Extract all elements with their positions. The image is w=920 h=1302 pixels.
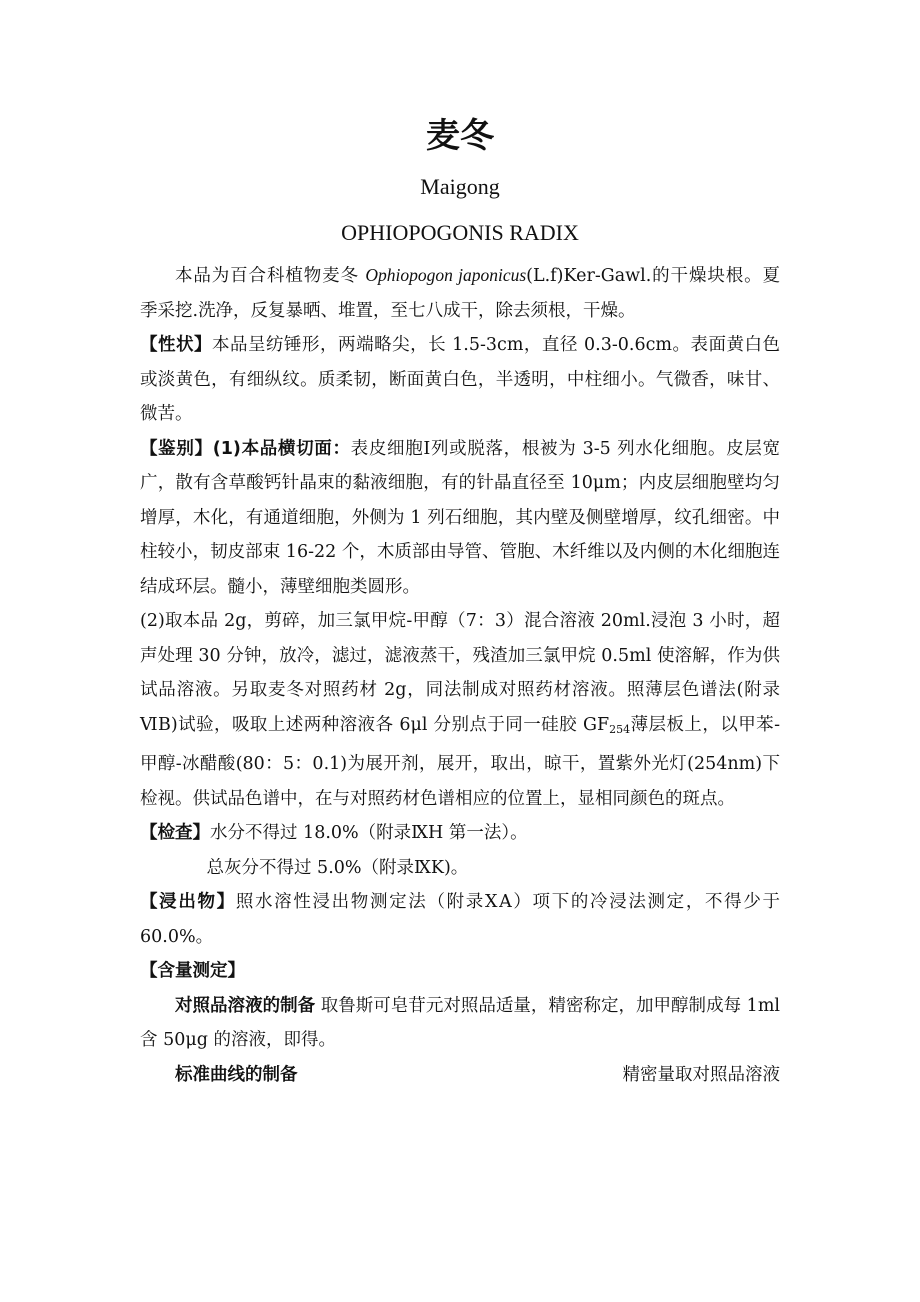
assay-section [140,954,780,989]
characters-text: 本品呈纺锤形，两端略尖，长 1.5-3cm，直径 0.3-0.6cm。表面黄白色或淡黄色，有细纵纹。质柔韧，断面黄白色，半透明，中柱细小。气微香，味甘、微苦。 [140,335,781,424]
identification-item2 [140,604,780,816]
assay-curve-text: 精密量取对照品溶液 [622,1064,780,1085]
examination-ash: 总灰分不得过 5.0%（附录ⅨK)。 [206,857,469,878]
page-title: 麦冬 [426,116,494,156]
pinyin-name: Maigong [420,174,500,199]
assay-curve-line [140,1058,780,1093]
extractives-section [140,885,780,954]
intro-post: (L.f)Ker-Gawl.的干燥块根。夏季采挖.洗净，反复暴晒、堆置，至七八成干，除去须根，干燥。 [140,266,781,321]
silica-gel-subscript: 254 [609,722,631,736]
intro-pre: 本品为百合科植物麦冬 [175,266,366,286]
identification-item2-post: 薄层板上，以甲苯-甲醇-冰醋酸(80：5：0.1)为展开剂，展开，取出，晾干，置紫外光灯(254nm)下检视。供试品色谱中，在与对照药材色谱相应的位置上，显相同颜色的斑点。 [140,714,780,809]
extractives-text: 照水溶性浸出物测定法（附录ⅩA）项下的冷浸法测定，不得少于 60.0%。 [140,892,780,947]
intro-paragraph [140,258,780,328]
assay-ref-text: 取鲁斯可皂苷元对照品适量，精密称定，加甲醇制成每 1ml 含 50μg 的溶液，即得。 [140,995,781,1050]
characters-section [140,328,780,432]
assay-ref-label: 对照品溶液的制备 [175,995,316,1016]
identification-section [140,432,780,605]
identification-heading: 【鉴别】 [140,438,213,459]
latin-name: OPHIOPOGONIS RADIX [341,220,579,245]
examination-water: 水分不得过 18.0%（附录ⅨH 第一法）。 [210,823,528,843]
species-name: Ophiopogon japonicus [365,265,527,285]
examination-heading: 【检查】 [140,823,210,843]
assay-reference-solution [140,989,780,1058]
characters-heading: 【性状】 [140,335,213,355]
identification-item1-text: 表皮细胞Ⅰ列或脱落，根被为 3-5 列水化细胞。皮层宽广，散有含草酸钙针晶束的黏液细胞，有的针晶直径至 10μm；内皮层细胞壁均匀增厚，木化，有通道细胞，外侧为 1 列石细胞，其内壁及侧壁增厚，纹孔细密。中柱较小，韧皮部束 16-22 个，木质部由导管、管胞、木纤维以及内侧的木化细胞连结成环层。髓小，薄壁细胞类圆形。 [140,438,780,597]
identification-item2-pre: (2)取本品 2g，剪碎，加三氯甲烷-甲醇（7：3）混合溶液 20ml.浸泡 3 小时，超声处理 30 分钟，放冷，滤过，滤液蒸干，残渣加三氯甲烷 0.5ml 使溶解，作为供试品溶液。另取麦冬对照药材 2g，同法制成对照药材溶液。照薄层色谱法(附录ⅥB)试验，吸取上述两种溶液各 6μl 分别点于同一硅胶 GF [140,611,780,735]
monograph-body [140,258,780,1092]
examination-section [140,816,780,851]
assay-heading: 【含量测定】 [140,961,245,981]
identification-item1-label: (1)本品横切面： [212,438,351,459]
extractives-heading: 【浸出物】 [140,892,236,912]
assay-curve-label: 标准曲线的制备 [175,1064,298,1085]
